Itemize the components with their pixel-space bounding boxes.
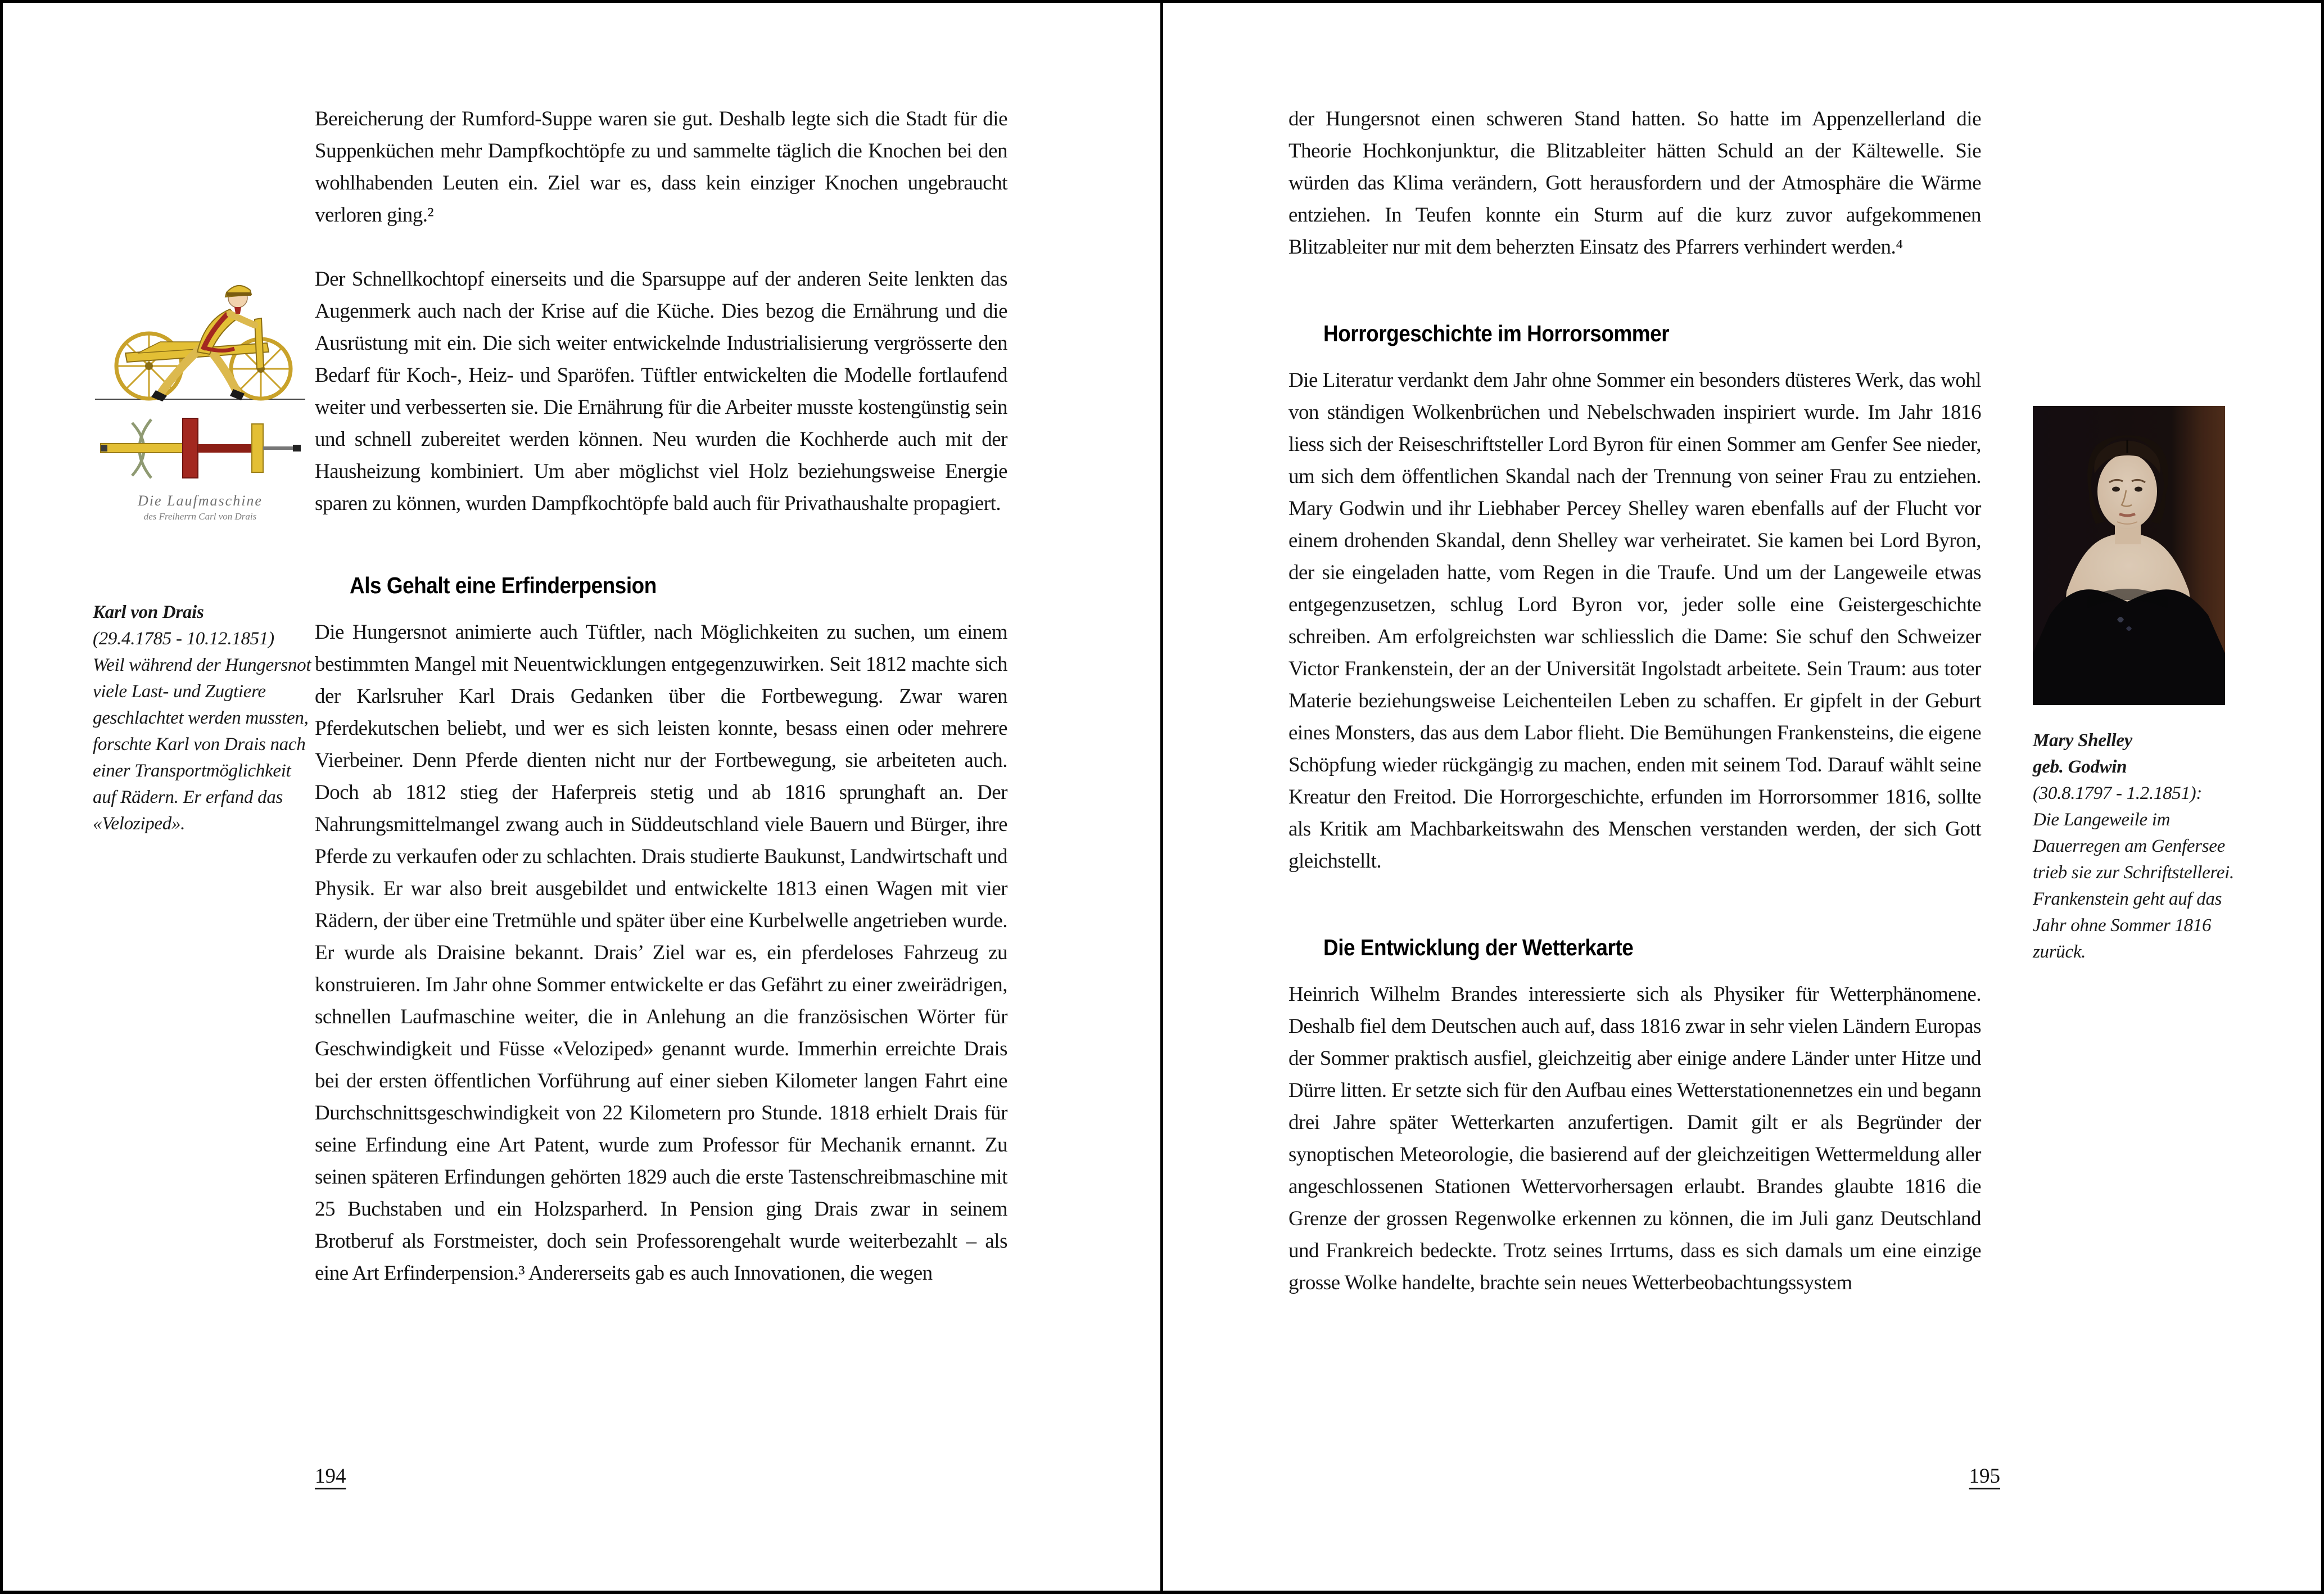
page-gutter-divider xyxy=(1160,0,1163,1594)
section-heading-horrorgeschichte: Horrorgeschichte im Horrorsommer xyxy=(1323,320,1670,346)
page-number-left: 194 xyxy=(315,1465,346,1488)
portrait-caption-title-2: geb. Godwin xyxy=(2033,757,2127,777)
body-paragraph: Heinrich Wilhelm Brandes interessierte sich als Physiker für Wetterphänomene. Deshalb fiel dem Deutschen auch auf, dass 1816 zwar in sehr vielen Ländern Europas der Sommer praktisch ausfiel, gleichzeitig aber einige andere Länder unter Hitze und Dürre litten. Er setzte sich für den Aufbau eines Wetterstationennetzes ein und begann drei Jahre später Wetterkarten anzufertigen. Damit gilt er als Begründer der synoptischen Meteorologie, die basierend auf der gleichzeitigen Wettermeldung aller angeschlossenen Stationen Wettervorhersagen erlaubt. Brandes glaubte 1816 die Grenze der grossen Regenwolke erkennen zu können, die im Juli ganz Deutschland und Frankreich bedeckte. Trotz seines Irrtums, dass es sich damals um eine einzige grosse Wolke handelte, brachte sein neues Wetterbeobachtungssystem xyxy=(1288,983,1981,1294)
draisine-illustration xyxy=(93,258,308,530)
text-column-left xyxy=(315,103,1007,1289)
figure-caption-text: Weil während der Hungersnot viele Last- und Zugtiere geschlachtet werden mussten, forschte Karl von Drais nach einer Transportmöglichkeit auf Rädern. Er erfand das «Veloziped». xyxy=(93,655,311,834)
portrait-caption-title: Mary Shelley xyxy=(2033,730,2132,751)
figure-caption-drais xyxy=(93,599,318,837)
body-paragraph: Die Literatur verdankt dem Jahr ohne Sommer ein besonders düsteres Werk, das wohl von ständigen Wolkenbrüchen und Nebelschwaden inspiriert wurde. Im Jahr 1816 liess sich der Reiseschriftsteller Lord Byron für einen Sommer am Genfer See nieder, um sich dem öffentlichen Skandal nach der Trennung von seiner Frau zu entziehen. Mary Godwin und ihr Liebhaber Percey Shelley waren ebenfalls auf der Flucht vor einem drohenden Skandal, denn Shelley war verheiratet. Sie kamen bei Lord Byron, der sie eingeladen hatte, vom Regen in die Traufe. Und um der Langeweile etwas entgegenzusetzen, schlug Lord Byron vor, jeder solle eine Geistergeschichte schreiben. Am erfolgreichsten war schliesslich die Dame: Sie schuf den Schweizer Victor Frankenstein, der an der Universität Ingolstadt arbeitete. Sein Traum: aus toter Materie beziehungsweise Leichenteilen Leben zu schaffen. Er gipfelt in der Geburt eines Monsters, das aus dem Labor flieht. Die Bemühungen Frankensteins, die eigene Schöpfung wieder rückgängig zu machen, enden mit seinem Tod. Darauf wählt seine Kreatur den Freitod. Die Horrorgeschichte, erfunden im Horrorsommer 1816, sollte als Kritik am Machbarkeitswahn des Menschen verstanden werden, der sich Gott gleichstellt. xyxy=(1288,369,1981,873)
portrait-caption-dates: (30.8.1797 - 1.2.1851): xyxy=(2033,783,2203,803)
body-paragraph: Bereicherung der Rumford-Suppe waren sie gut. Deshalb legte sich die Stadt für die Suppenküchen mehr Dampfkochtöpfe zu und sammelte täglich die Knochen bei den wohlhabenden Leuten ein. Ziel war es, dass kein einziger Knochen ungebraucht verloren ging.² xyxy=(315,107,1007,227)
figure-script-subtitle: des Freiherrn Carl von Drais xyxy=(143,511,257,522)
section-heading-erfinderpension: Als Gehalt eine Erfinderpension xyxy=(350,572,657,598)
figure-caption-dates: (29.4.1785 - 10.12.1851) xyxy=(93,629,274,649)
figure-script-title: Die Laufmaschine xyxy=(138,493,263,509)
page-number-right: 195 xyxy=(1969,1465,2000,1488)
body-paragraph: Die Hungersnot animierte auch Tüftler, nach Möglichkeiten zu suchen, um einem bestimmten Mangel mit Neuentwicklungen entgegenzuwirken. Seit 1812 machte sich der Karlsruher Karl Drais Gedanken über die Fortbewegung. Zwar waren Pferdekutschen beliebt, und wer es sich leisten konnte, besass einen oder mehrere Vierbeiner. Denn Pferde dienten nicht nur der Fortbewegung, sie arbeiteten auch. Doch ab 1812 stieg der Haferpreis stetig und ab 1816 sprunghaft an. Der Nahrungsmittelmangel zwang auch in Süddeutschland viele Bauern und Bürger, ihre Pferde zu verkaufen oder zu schlachten. Drais studierte Baukunst, Landwirtschaft und Physik. Er war also breit ausgebildet und entwickelte 1813 einen Wagen mit vier Rädern, der über eine Tretmühle und später über eine Kurbelwelle angetrieben wurde. Er wurde als Draisine bekannt. Drais’ Ziel war es, ein pferdeloses Fahrzeug zu konstruieren. Im Jahr ohne Sommer entwickelte er das Gefährt zu einer zweirädrigen, schnellen Laufmaschine weiter, die in Anlehung an die französischen Wörter für Geschwindigkeit und Füsse «Veloziped» genannt wurde. Immerhin erreichte Drais bei der ersten öffentlichen Vorführung auf einer sieben Kilometer langen Fahrt eine Durchschnittsgeschwindigkeit von 22 Kilometern pro Stunde. 1818 erhielt Drais für seine Erfindung eine Art Patent, wurde zum Professor für Mechanik ernannt. Zu seinen späteren Erfindungen gehörten 1829 auch die erste Tastenschreibmaschine mit 25 Buchstaben und ein Holzsparherd. In Pension ging Drais zwar in seinem Brotberuf als Forstmeister, doch sein Professorengehalt wurde weiterbezahlt – als eine Art Erfinderpension.³ Andererseits gab es auch Innovationen, die wegen xyxy=(315,621,1008,1285)
scan-border-right xyxy=(2321,0,2324,1594)
portrait-caption-mary-shelley xyxy=(2033,728,2246,965)
scan-border-left xyxy=(0,0,3,1594)
text-column-right xyxy=(1288,103,1981,1299)
section-heading-wetterkarte: Die Entwicklung der Wetterkarte xyxy=(1323,934,1634,960)
figure-caption-title: Karl von Drais xyxy=(93,602,204,622)
body-paragraph: der Hungersnot einen schweren Stand hatten. So hatte im Appenzellerland die Theorie Hochkonjunktur, die Blitzableiter hätten Schuld an der Kältewelle. Sie würden das Klima verändern, Gott herausfordern und der Atmosphäre die Wärme entziehen. In Teufen konnte ein Sturm auf die kurz zuvor aufgekommenen Blitzableiter nur mit dem beherzten Einsatz des Pfarrers verhindert werden.⁴ xyxy=(1288,107,1981,259)
portrait-caption-text: Die Langeweile im Dauerregen am Genfersee trieb sie zur Schriftstellerei. Frankenstein geht auf das Jahr ohne Sommer 1816 zurück. xyxy=(2033,810,2234,962)
mary-shelley-portrait xyxy=(2033,406,2225,705)
body-paragraph: Der Schnellkochtopf einerseits und die Sparsuppe auf der anderen Seite lenkten das Augenmerk auch nach der Krise auf die Küche. Dies bezog die Ernährung und die Ausrüstung mit ein. Die sich weiter entwickelnde Industrialisierung vergrösserte den Bedarf für Koch-, Heiz- und Sparöfen. Tüftler entwickelten die Modelle fortlaufend weiter und verbesserten sie. Die Ernährung für die Arbeiter musste kostengünstig sein und schnell zubereitet werden können. Neu wurden die Kochherde auch mit der Hausheizung kombiniert. Um aber möglichst viel Holz beziehungsweise Energie sparen zu können, wurden Dampfkochtöpfe bald auch für Privathaushalte propagiert. xyxy=(315,268,1007,515)
